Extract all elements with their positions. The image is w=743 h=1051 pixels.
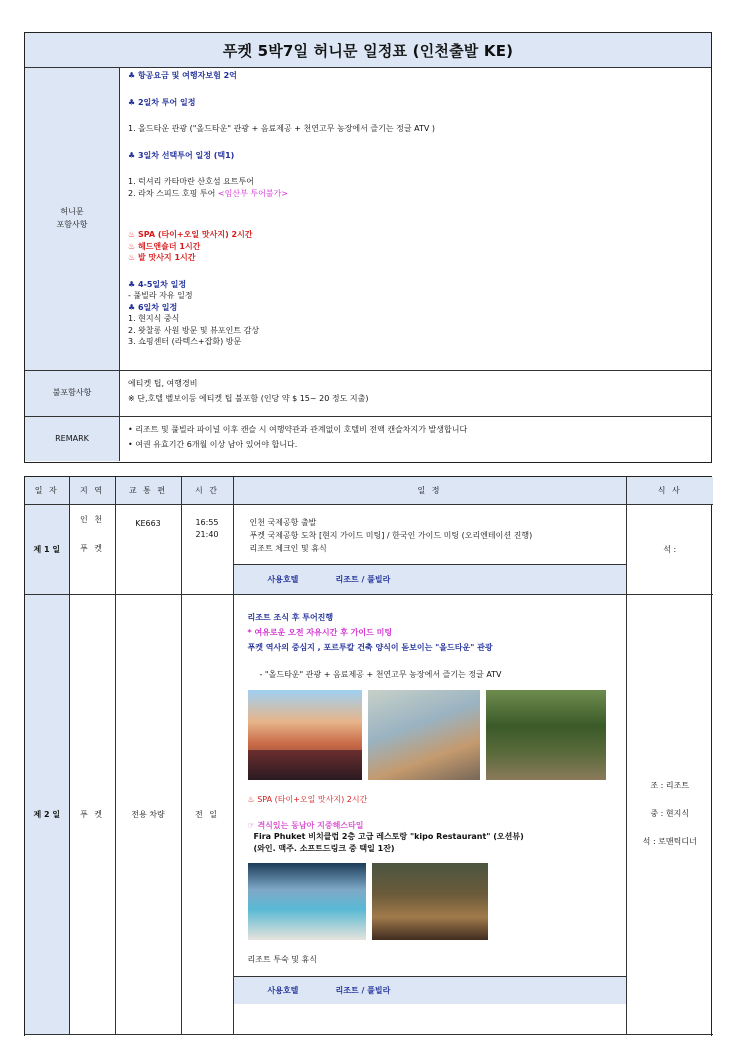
day1-region-from: 인 천 (80, 514, 104, 524)
day1-hotel-value: 리조트 / 풀빌라 (335, 574, 391, 584)
spacer (128, 135, 703, 150)
spacer (128, 264, 703, 279)
includes-item (128, 279, 703, 291)
jungle-atv-photo (486, 690, 606, 780)
includes-item-text: ♣ 3일차 선택투어 일정 (택1) (128, 150, 235, 160)
includes-item-text: - 풀빌라 자유 일정 (128, 291, 193, 300)
day2-photo-row (248, 863, 612, 940)
includes-item-text: ♣ 2일차 투어 일정 (128, 97, 196, 107)
day1-hotel-row (234, 564, 626, 594)
header-meal: 식 사 (626, 477, 713, 504)
includes-item (128, 252, 703, 264)
table-header-row (25, 477, 713, 504)
includes-label (25, 68, 120, 370)
includes-item-text: 2. 왓찰롱 사원 방문 및 뷰포인트 감상 (128, 325, 260, 335)
excludes-line: 에티켓 팁, 여행경비 (128, 379, 198, 388)
header-transport: 교 통 편 (115, 477, 181, 504)
day1-plan-line: 인천 국제공항 출발 (249, 517, 317, 527)
day2-meal-dinner: 석 : 로맨틱디너 (642, 837, 697, 846)
remark-row (25, 417, 711, 461)
day1-region (69, 504, 115, 594)
day1-time-depart: 16:55 (195, 517, 219, 527)
day2-hotel-row (234, 976, 626, 1004)
day2-dinner-line: (와인. 맥주. 소프트드링크 중 택일 1잔) (253, 843, 395, 853)
includes-row (25, 68, 711, 371)
includes-content (120, 68, 711, 370)
restaurant-dinner-photo (372, 863, 488, 940)
day1-region-to: 푸 켓 (80, 543, 104, 553)
includes-item (128, 123, 703, 135)
includes-item-text: ♨ SPA (타이+오일 맛사지) 2시간 (128, 230, 253, 239)
day1-meal: 석 : (626, 504, 713, 594)
remark-line: • 리조트 및 풀빌라 파이널 이후 캔슬 시 여행약관과 관계없이 호텔비 전액 캔슬차지가 발생합니다 (128, 425, 468, 434)
day2-plan-detail: - "올드타운" 관광 + 음료제공 + 천연고무 농장에서 즐기는 정글 ATV (259, 669, 502, 679)
header-day: 일 자 (25, 477, 69, 504)
day2-rest: 리조트 투숙 및 휴식 (247, 955, 317, 964)
day2-photo-row (248, 690, 612, 780)
includes-item (128, 290, 703, 302)
page-title: 푸켓 5박7일 허니문 일정표 (인천출발 KE) (25, 33, 711, 68)
includes-item-text: ♨ 발 맛사지 1시간 (128, 253, 196, 262)
remark-label: REMARK (25, 417, 120, 461)
excludes-label: 불포함사항 (25, 371, 120, 416)
table-row (25, 594, 713, 1034)
day2-transport: 전용 차량 (115, 594, 181, 1034)
day2-dinner-title: ☞ 격식있는 동남아 지중해스타일 (247, 820, 364, 830)
spacer (128, 161, 703, 176)
includes-item-text: 1. 현지식 중식 (128, 314, 180, 323)
remark-content (120, 417, 711, 461)
day2-label: 제 2 일 (25, 594, 69, 1034)
includes-item (128, 188, 703, 200)
includes-item (128, 302, 703, 314)
includes-item (128, 150, 703, 162)
includes-label-line1: 허니문 (60, 207, 84, 217)
includes-item (128, 241, 703, 253)
day2-spa: ♨ SPA (타이+오일 맛사지) 2시간 (247, 795, 368, 804)
includes-item (128, 70, 703, 82)
day1-transport: KE663 (115, 504, 181, 594)
excludes-row (25, 371, 711, 417)
day1-label: 제 1 일 (25, 504, 69, 594)
spacer (128, 108, 703, 123)
day1-time (181, 504, 233, 594)
day1-hotel-label: 사용호텔 (267, 574, 299, 584)
day1-time-arrive: 21:40 (195, 529, 219, 539)
day2-meal-breakfast: 조 : 리조트 (650, 781, 690, 790)
includes-item-text: 3. 쇼핑센터 (라텍스+잡화) 방문 (128, 337, 242, 346)
header-region: 지 역 (69, 477, 115, 504)
day2-region: 푸 켓 (69, 594, 115, 1034)
day2-time: 전 일 (181, 594, 233, 1034)
includes-item (128, 97, 703, 109)
day2-plan-note: * 여유로운 오전 자유시간 후 가이드 미팅 (247, 627, 393, 637)
day1-plan-line: 푸켓 국제공항 도착 [현지 가이드 미팅] / 한국인 가이드 미팅 (오리엔테이션 진행) (249, 530, 533, 540)
oldtown-street-photo (248, 690, 362, 780)
beach-club-pool-photo (248, 863, 366, 940)
includes-item-text: 2. 라차 스피드 호핑 투어 (128, 188, 218, 198)
excludes-content (120, 371, 711, 416)
includes-item-text: ♣ 항공요금 및 여행자보험 2억 (128, 71, 237, 80)
day2-plan-line: 리조트 조식 후 투어진행 (247, 612, 334, 622)
spacer (128, 82, 703, 97)
remark-line: • 여권 유효기간 6개월 이상 남아 있어야 합니다. (128, 439, 298, 449)
header-time: 시 간 (181, 477, 233, 504)
day1-plan (233, 504, 626, 594)
header-plan: 일 정 (233, 477, 626, 504)
includes-item-text: ♣ 4-5일차 일정 (128, 279, 187, 289)
day2-plan (233, 594, 626, 1034)
excludes-note: ※ 단,호텔 벨보이등 에티켓 팁 불포함 (인당 약 $ 15~ 20 정도 지출) (128, 393, 369, 403)
oldtown-mural-photo (368, 690, 480, 780)
includes-item (128, 313, 703, 325)
day2-meal-lunch: 중 : 현지식 (650, 809, 690, 818)
day2-hotel-label: 사용호텔 (267, 985, 299, 995)
includes-item-warning: <임산부 투어불가> (217, 188, 288, 198)
includes-item-text: ♣ 6일차 일정 (128, 302, 178, 312)
includes-item-text: ♨ 헤드앤숄더 1시간 (128, 241, 201, 251)
day2-hotel-value: 리조트 / 풀빌라 (335, 985, 391, 995)
day2-plan-line: 푸켓 역사의 중심지 , 포르투칼 건축 양식이 돋보이는 "올드타운" 관광 (247, 642, 493, 652)
spacer (128, 199, 703, 214)
includes-item-text: 1. 럭셔리 카타마란 산호섬 요트투어 (128, 177, 254, 186)
itinerary-summary (24, 32, 712, 463)
includes-item (128, 176, 703, 188)
day1-plan-line: 리조트 체크인 및 휴식 (249, 543, 327, 553)
includes-label-line2: 포함사항 (56, 220, 88, 229)
includes-item (128, 325, 703, 337)
table-row (25, 504, 713, 594)
schedule-table (25, 477, 713, 1035)
schedule-table-wrapper (24, 476, 712, 1036)
spacer (128, 214, 703, 229)
includes-item (128, 229, 703, 241)
includes-item (128, 336, 703, 348)
day2-dinner-line: Fira Phuket 비치클럽 2층 고급 레스토랑 "kipo Restaurant" (오션뷰) (253, 832, 524, 841)
includes-item-text: 1. 올드타운 관광 ("올드타운" 관광 + 음료제공 + 천연고무 농장에서 즐기는 정글 ATV ) (128, 124, 436, 133)
day2-meal (626, 594, 713, 1034)
